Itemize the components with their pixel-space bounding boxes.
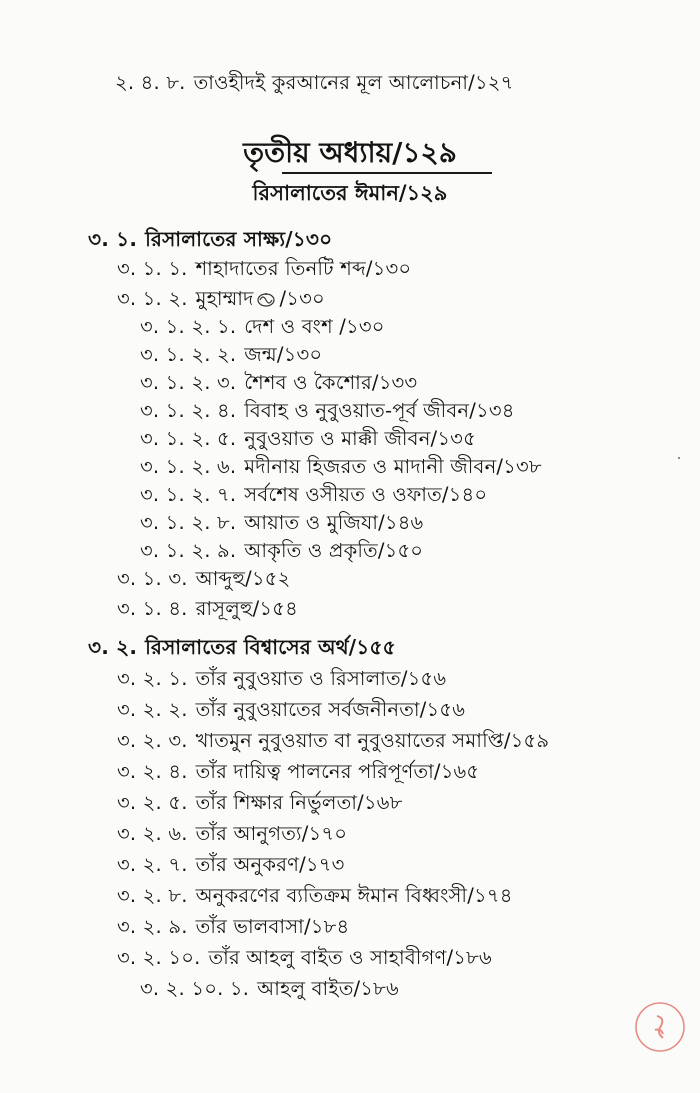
entry-text: খাতমুন নুবুওয়াত বা নুবুওয়াতের সমাপ্তি/১৫৯ bbox=[195, 729, 550, 752]
entry-number: ৩. ২. ১০. ১. bbox=[140, 977, 250, 1000]
entry-text: জন্ম/১৩০ bbox=[244, 343, 323, 366]
entry-text: তাওহীদই কুরআনের মূল আলোচনা/১২৭ bbox=[193, 71, 514, 94]
entry-number: ৩. ১. ২. ৬. bbox=[140, 455, 237, 478]
entry-number: ৩. ১. ২. ৩. bbox=[140, 371, 237, 394]
toc-entry bbox=[117, 697, 465, 723]
entry-number: ৩. ১. ২. ৪. bbox=[140, 399, 237, 422]
section-text: রিসালাতের সাক্ষ্য/১৩০ bbox=[145, 227, 333, 251]
entry-text: আব্দুহু/১৫২ bbox=[195, 567, 291, 590]
title-underline bbox=[282, 172, 492, 174]
entry-text: মুহাম্মাদ bbox=[195, 287, 254, 310]
entry-text: বিবাহ ও নুবুওয়াত-পূর্ব জীবন/১৩৪ bbox=[244, 399, 515, 422]
toc-entry bbox=[140, 976, 399, 1002]
entry-text: রাসূলুহু/১৫৪ bbox=[195, 597, 298, 620]
toc-entry bbox=[117, 596, 298, 622]
speck bbox=[678, 457, 680, 459]
entry-number: ৩. ২. ৭. bbox=[117, 853, 188, 876]
toc-entry bbox=[117, 759, 479, 785]
section-number: ৩. ১. bbox=[88, 227, 138, 251]
entry-text: আয়াত ও মুজিযা/১৪৬ bbox=[244, 511, 424, 534]
saw-ligature-icon bbox=[256, 290, 276, 308]
section-text: রিসালাতের বিশ্বাসের অর্থ/১৫৫ bbox=[145, 635, 396, 659]
entry-number: ৩. ১. ২. ৮. bbox=[140, 511, 237, 534]
section-heading bbox=[88, 634, 396, 660]
entry-number: ৩. ২. ৫. bbox=[117, 791, 188, 814]
entry-text: তাঁর আনুগত্য/১৭০ bbox=[195, 822, 348, 845]
entry-number: ৩. ২. ১. bbox=[117, 667, 188, 690]
entry-number: ৩. ১. ২. ৫. bbox=[140, 427, 237, 450]
entry-text: আকৃতি ও প্রকৃতি/১৫০ bbox=[244, 539, 424, 562]
toc-entry bbox=[117, 945, 492, 971]
toc-entry bbox=[140, 426, 476, 452]
entry-text: মদীনায় হিজরত ও মাদানী জীবন/১৩৮ bbox=[244, 455, 542, 478]
toc-entry bbox=[117, 821, 347, 847]
entry-text: তাঁর দায়িত্ব পালনের পরিপূর্ণতা/১৬৫ bbox=[195, 760, 480, 783]
toc-entry bbox=[140, 510, 423, 536]
toc-entry bbox=[117, 286, 325, 312]
entry-number: ৩. ২. ৩. bbox=[117, 729, 188, 752]
toc-entry bbox=[117, 883, 513, 909]
entry-number: ৩. ১. ২. ২. bbox=[140, 343, 237, 366]
entry-number: ৩. ১. ৪. bbox=[117, 597, 188, 620]
entry-text: তাঁর অনুকরণ/১৭৩ bbox=[195, 853, 345, 876]
toc-entry bbox=[140, 398, 515, 424]
chapter-subtitle: রিসালাতের ঈমান/১২৯ bbox=[252, 181, 448, 205]
toc-entry bbox=[140, 342, 322, 368]
entry-text: তাঁর শিক্ষার নির্ভুলতা/১৬৮ bbox=[195, 791, 403, 814]
toc-entry bbox=[117, 914, 349, 940]
toc-entry bbox=[140, 314, 385, 340]
entry-text: দেশ ও বংশ /১৩০ bbox=[244, 315, 385, 338]
entry-number: ৩. ২. ২. bbox=[117, 698, 188, 721]
entry-text: শাহাদাতের তিনটি শব্দ/১৩০ bbox=[195, 257, 412, 280]
toc-entry bbox=[117, 852, 345, 878]
entry-number: ৩. ২. ১০. bbox=[117, 946, 201, 969]
entry-text: অনুকরণের ব্যতিক্রম ঈমান বিধ্বংসী/১৭৪ bbox=[195, 884, 513, 907]
entry-number: ৩. ২. ৯. bbox=[117, 915, 188, 938]
entry-number: ৩. ১. ২. ৯. bbox=[140, 539, 237, 562]
toc-entry bbox=[117, 666, 446, 692]
toc-entry bbox=[140, 482, 487, 508]
publisher-stamp-icon bbox=[633, 1000, 687, 1054]
entry-text: নুবুওয়াত ও মাক্কী জীবন/১৩৫ bbox=[244, 427, 476, 450]
toc-entry bbox=[140, 370, 417, 396]
entry-text: আহলু বাইত/১৮৬ bbox=[257, 977, 399, 1000]
entry-number: ৩. ১. ২. ৭. bbox=[140, 483, 237, 506]
section-heading bbox=[88, 226, 332, 252]
chapter-title: তৃতীয় অধ্যায়/১২৯ bbox=[243, 136, 457, 169]
entry-page: /১৩০ bbox=[279, 287, 325, 310]
entry-number: ৩. ১. ১. bbox=[117, 257, 188, 280]
entry-text: তাঁর নুবুওয়াতের সর্বজনীনতা/১৫৬ bbox=[195, 698, 466, 721]
entry-text: সর্বশেষ ওসীয়ত ও ওফাত/১৪০ bbox=[244, 483, 488, 506]
entry-number: ৩. ১. ৩. bbox=[117, 567, 188, 590]
entry-text: শৈশব ও কৈশোর/১৩৩ bbox=[244, 371, 418, 394]
entry-number: ৩. ১. ২. ১. bbox=[140, 315, 237, 338]
toc-entry bbox=[117, 790, 402, 816]
toc-entry bbox=[115, 70, 513, 96]
toc-entry bbox=[117, 256, 411, 282]
toc-entry bbox=[140, 538, 423, 564]
entry-text: তাঁর ভালবাসা/১৮৪ bbox=[195, 915, 350, 938]
toc-entry bbox=[117, 566, 290, 592]
entry-text: তাঁর আহলু বাইত ও সাহাবীগণ/১৮৬ bbox=[208, 946, 492, 969]
section-number: ৩. ২. bbox=[88, 635, 138, 659]
toc-entry bbox=[140, 454, 542, 480]
entry-number: ২. ৪. ৮. bbox=[115, 71, 186, 94]
entry-number: ৩. ২. ৪. bbox=[117, 760, 188, 783]
entry-number: ৩. ২. ৮. bbox=[117, 884, 188, 907]
entry-text: তাঁর নুবুওয়াত ও রিসালাত/১৫৬ bbox=[195, 667, 447, 690]
toc-entry bbox=[117, 728, 549, 754]
entry-number: ৩. ২. ৬. bbox=[117, 822, 188, 845]
entry-number: ৩. ১. ২. bbox=[117, 287, 188, 310]
